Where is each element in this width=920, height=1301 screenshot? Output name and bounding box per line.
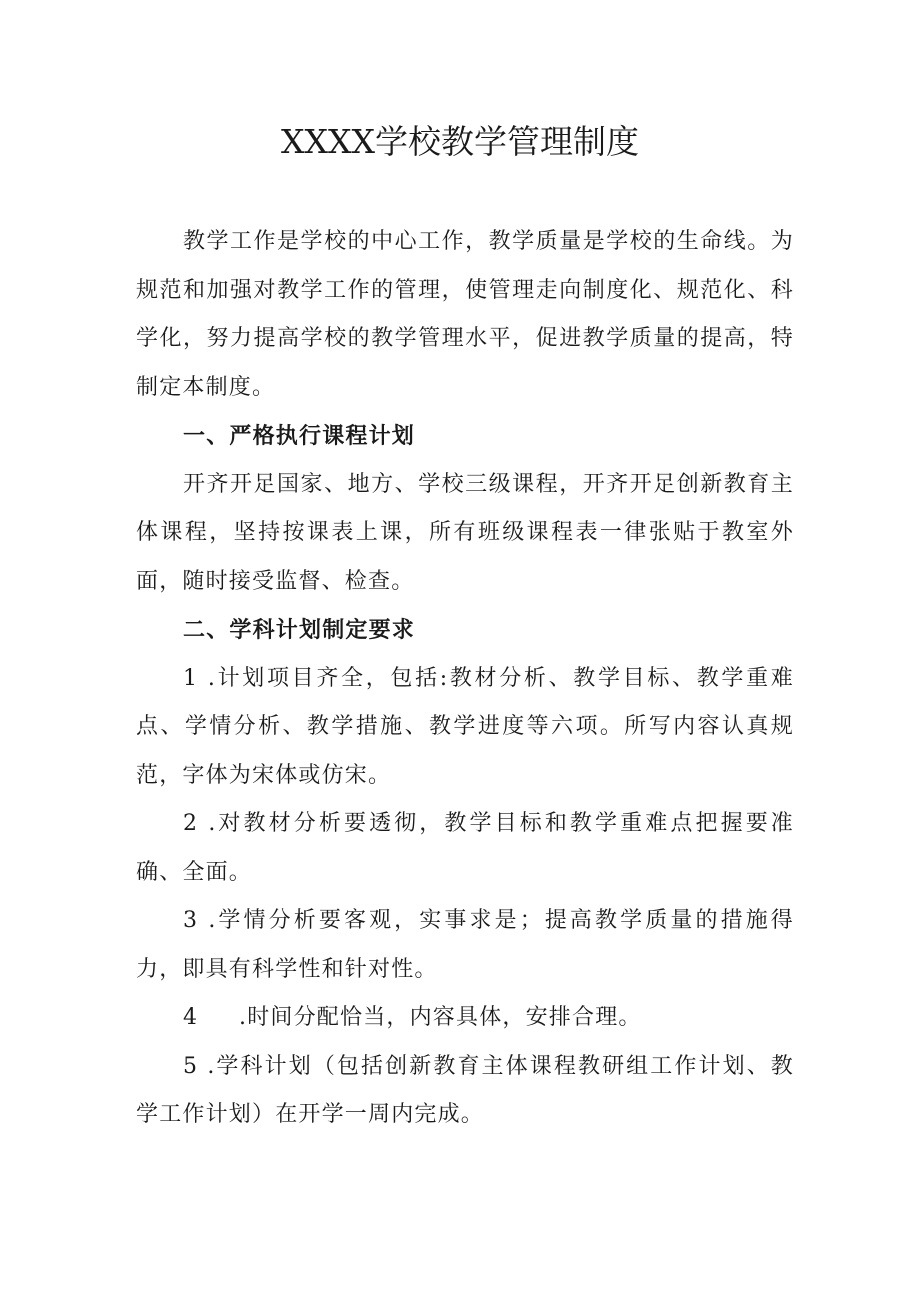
- section-2-heading: 二、学科计划制定要求: [183, 617, 416, 643]
- section-1-heading: 一、严格执行课程计划: [183, 423, 416, 449]
- document-body: [136, 218, 794, 1140]
- document-title: XXXX学校教学管理制度: [281, 122, 639, 161]
- section-2-item-4: [136, 994, 794, 1043]
- item-text: .对教材分析要透彻，教学目标和教学重难点把握要准确、全面。: [136, 811, 794, 885]
- item-number: 5: [183, 1053, 199, 1079]
- item-number: 4: [183, 1005, 199, 1030]
- item-text: .时间分配恰当，内容具体，安排合理。: [239, 1005, 642, 1030]
- section-2-item-3: [136, 897, 794, 994]
- section-2-item-5: [136, 1043, 794, 1140]
- section-1-text: 开齐开足国家、地方、学校三级课程，开齐开足创新教育主体课程，坚持按课表上课，所有班级课程表一律张贴于教室外面，随时接受监督、检查。: [136, 471, 794, 594]
- intro-paragraph: 教学工作是学校的中心工作，教学质量是学校的生命线。为规范和加强对教学工作的管理，使管理走向制度化、规范化、科学化，努力提高学校的教学管理水平，促进教学质量的提高，特制定本制度。: [136, 229, 794, 400]
- section-2-item-2: [136, 800, 794, 897]
- section-2-item-1: [136, 655, 794, 801]
- item-number: 2: [183, 811, 199, 836]
- item-number: 1: [183, 665, 199, 691]
- item-text: .学科计划（包括创新教育主体课程教研组工作计划、教学工作计划）在开学一周内完成。: [136, 1053, 794, 1127]
- item-number: 3: [183, 908, 199, 933]
- item-text: .计划项目齐全，包括:教材分析、教学目标、教学重难点、学情分析、教学措施、教学进度等六项。所写内容认真规范，字体为宋体或仿宋。: [136, 665, 794, 788]
- item-text: .学情分析要客观，实事求是；提高教学质量的措施得力，即具有科学性和针对性。: [136, 908, 794, 982]
